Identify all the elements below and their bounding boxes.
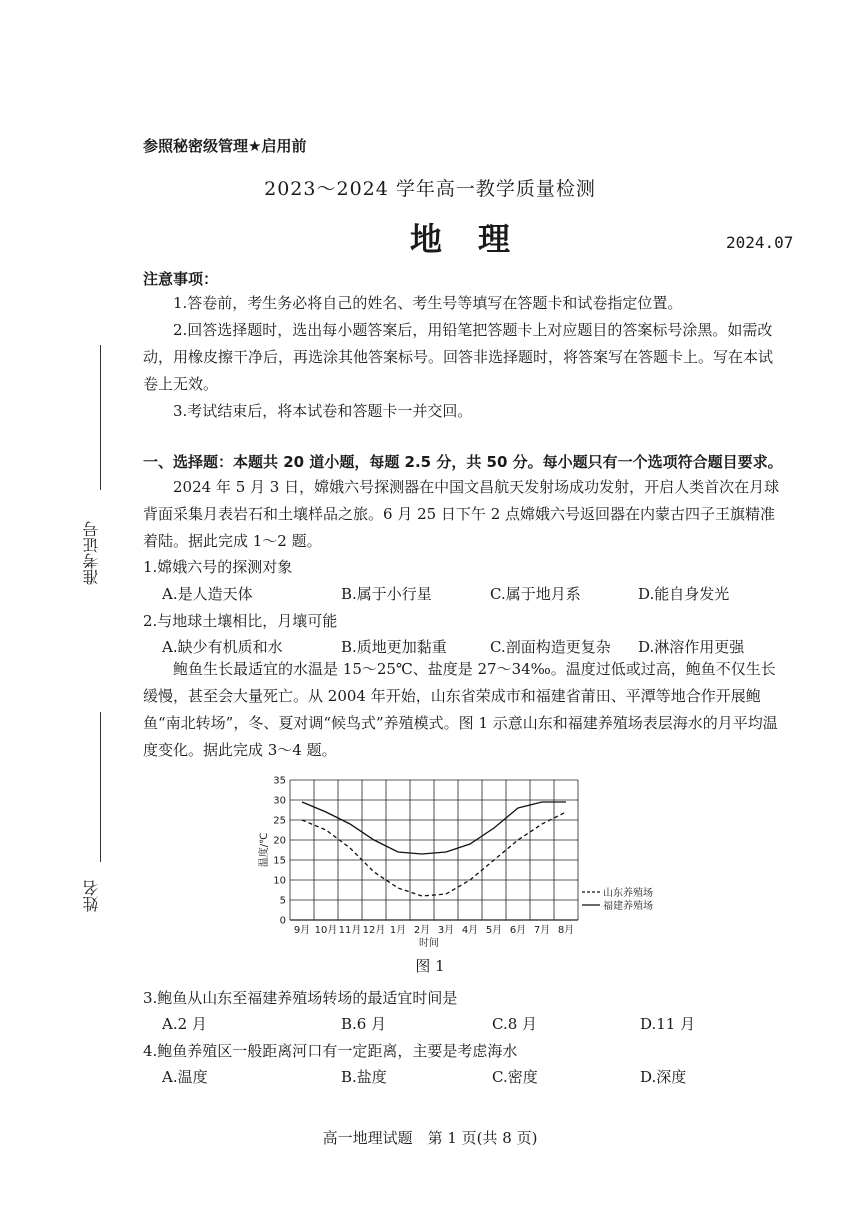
- x-tick-label: 9月: [293, 925, 311, 936]
- q3-option-a: A.2 月: [162, 1015, 207, 1033]
- y-tick-label: 10: [273, 875, 286, 887]
- q3-option-d: D.11 月: [640, 1015, 696, 1033]
- exam-date: 2024.07: [726, 233, 794, 252]
- passage-1: 2024 年 5 月 3 日，嫦娥六号探测器在中国文昌航天发射场成功发射，开启人类首次在月球背面采集月表岩石和土壤样品之旅。6 月 25 日下午 2 点嫦娥六号返回器在内蒙古四子王旗精准着陆。据此完成 1～2 题。: [143, 478, 780, 550]
- q4-option-a: A.温度: [162, 1068, 208, 1086]
- q4-option-c: C.密度: [492, 1068, 538, 1086]
- y-axis-title: 温度/℃: [259, 832, 270, 868]
- passage-2: 鲍鱼生长最适宜的水温是 15～25℃、盐度是 27～34‰。温度过低或过高，鲍鱼不仅生长缓慢，甚至会大量死亡。从 2004 年开始，山东省荣成市和福建省莆田、平潭等地合作开展鲍鱼“南北转场”，冬、夏对调“候鸟式”养殖模式。图 1 示意山东和福建养殖场表层海水的月平均温度变化。据此完成 3～4 题。: [143, 660, 778, 759]
- q2-option-c: C.剖面构造更复杂: [490, 638, 611, 656]
- question-2-stem: 2.与地球土壤相比，月壤可能: [143, 612, 338, 630]
- x-tick-label: 11月: [338, 925, 362, 936]
- notice-item-3: 3.考试结束后，将本试卷和答题卡一并交回。: [173, 402, 473, 420]
- q4-option-d: D.深度: [640, 1068, 687, 1086]
- chart-grid: [290, 780, 578, 920]
- question-3-stem: 3.鲍鱼从山东至福建养殖场转场的最适宜时间是: [143, 989, 458, 1007]
- x-tick-label: 10月: [314, 925, 338, 936]
- notice-item-2: 2.回答选择题时，选出每小题答案后，用铅笔把答题卡上对应题目的答案标号涂黑。如需改动，用橡皮擦干净后，再选涂其他答案标号。回答非选择题时，将答案写在答题卡上。写在本试卷上无效。: [143, 321, 774, 393]
- q1-option-b: B.属于小行星: [341, 585, 432, 603]
- question-1-stem: 1.嫦娥六号的探测对象: [143, 558, 293, 576]
- x-tick-label: 3月: [437, 925, 455, 936]
- q1-option-c: C.属于地月系: [490, 585, 581, 603]
- q3-option-b: B.6 月: [341, 1015, 387, 1033]
- subject-title: 地理: [410, 220, 547, 258]
- q1-option-d: D.能自身发光: [638, 585, 730, 603]
- name-line: [100, 712, 101, 862]
- x-tick-label: 12月: [362, 925, 386, 936]
- y-tick-label: 20: [273, 835, 286, 847]
- chart-axes: [257, 776, 574, 950]
- x-tick-label: 6月: [509, 925, 527, 936]
- x-tick-label: 1月: [389, 925, 407, 936]
- y-tick-label: 15: [273, 855, 286, 867]
- q2-option-d: D.淋溶作用更强: [638, 638, 745, 656]
- y-tick-label: 35: [273, 775, 286, 787]
- secret-level-label: 参照秘密级管理★启用前: [143, 137, 307, 155]
- y-tick-label: 25: [273, 815, 286, 827]
- section-heading: 一、选择题：本题共 20 道小题，每题 2.5 分，共 50 分。每小题只有一个选项符合题目要求。: [143, 453, 783, 471]
- x-tick-label: 7月: [533, 925, 551, 936]
- figure-caption: 图 1: [415, 957, 445, 975]
- x-tick-label: 5月: [485, 925, 503, 936]
- notice-heading: 注意事项：: [143, 270, 219, 288]
- exam-no-line: [100, 345, 101, 490]
- notice-item-1: 1.答卷前，考生务必将自己的姓名、考生号等填写在答题卡和试卷指定位置。: [173, 294, 683, 312]
- q4-option-b: B.盐度: [341, 1068, 387, 1086]
- q3-option-c: C.8 月: [492, 1015, 538, 1033]
- x-tick-label: 8月: [557, 925, 575, 936]
- legend-label-1: 山东养殖场: [603, 888, 653, 899]
- q2-option-a: A.缺少有机质和水: [162, 638, 283, 656]
- chart-legend: [582, 886, 653, 912]
- temperature-chart: [255, 770, 653, 950]
- x-tick-label: 2月: [413, 925, 431, 936]
- question-4-stem: 4.鲍鱼养殖区一般距离河口有一定距离，主要是考虑海水: [143, 1042, 518, 1060]
- legend-label-2: 福建养殖场: [603, 901, 653, 912]
- page-footer: 高一地理试题 第 1 页(共 8 页): [322, 1129, 538, 1147]
- exam-no-label: 准考证号: [82, 521, 101, 585]
- x-tick-label: 4月: [461, 925, 479, 936]
- y-tick-label: 30: [273, 795, 286, 807]
- y-tick-label: 0: [279, 915, 286, 927]
- y-tick-label: 5: [279, 895, 286, 907]
- q1-option-a: A.是人造天体: [162, 585, 253, 603]
- q2-option-b: B.质地更加黏重: [341, 638, 447, 656]
- x-axis-title: 时间: [419, 938, 439, 949]
- name-label: 姓名: [82, 880, 101, 912]
- exam-title: 2023～2024 学年高一教学质量检测: [264, 178, 596, 200]
